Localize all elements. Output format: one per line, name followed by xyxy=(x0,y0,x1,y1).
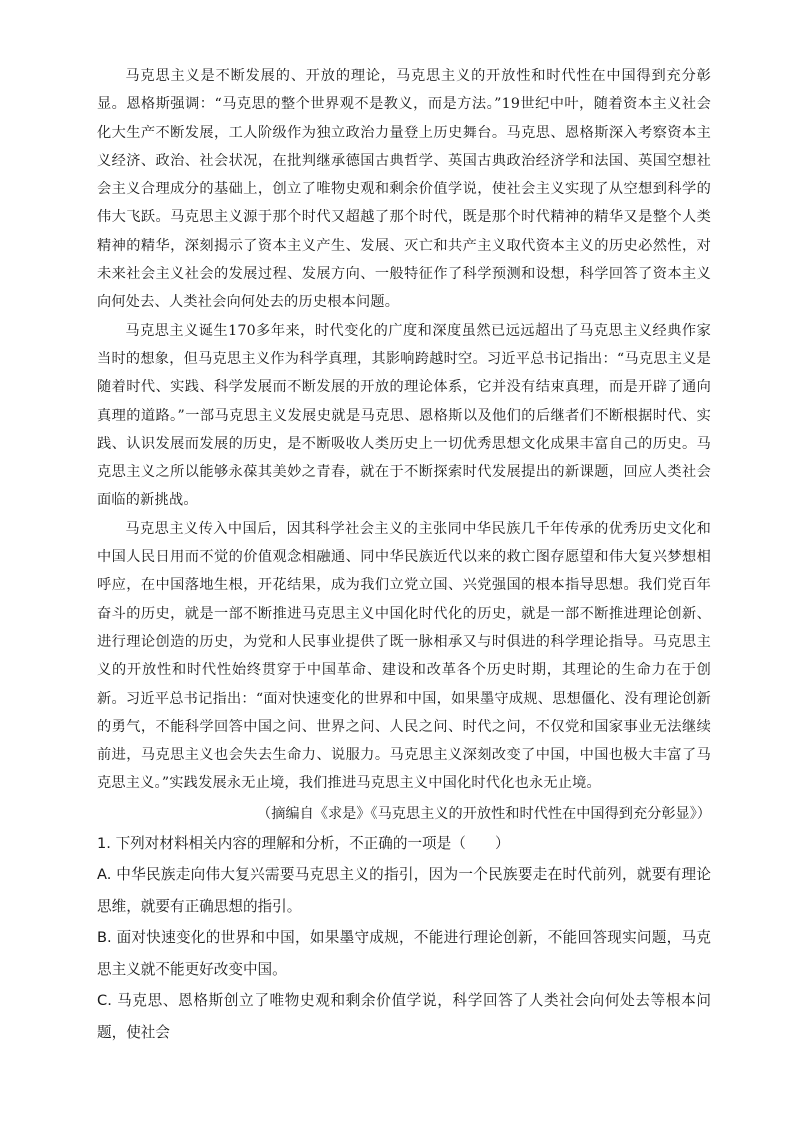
article-paragraph-2: 马克思主义诞生170多年来，时代变化的广度和深度虽然已远远超出了马克思主义经典作家当时的想象，但马克思主义作为科学真理，其影响跨越时空。习近平总书记指出：“马克思主义是随着时代、实践、科学发展而不断发展的开放的理论体系，它并没有结束真理，而是开辟了通向真理的道路。”一部马克思主义发展史就是马克思、恩格斯以及他们的后继者们不断根据时代、实践、认识发展而发展的历史，是不断吸收人类历史上一切优秀思想文化成果丰富自己的历史。马克思主义之所以能够永葆其美妙之青春，就在于不断探索时代发展提出的新课题，回应人类社会面临的新挑战。 xyxy=(97,322,711,509)
option-b: B. 面对快速变化的世界和中国，如果墨守成规，不能进行理论创新，不能回答现实问题，马克思主义就不能更好改变中国。 xyxy=(97,929,711,978)
question-stem: 1. 下列对材料相关内容的理解和分析，不正确的一项是（ ） xyxy=(97,835,510,853)
document-page xyxy=(97,62,711,1048)
article-source: （摘编自《求是》《马克思主义的开放性和时代性在中国得到充分彰显》） xyxy=(257,805,711,822)
option-c: C. 马克思、恩格斯创立了唯物史观和剩余价值学说，科学回答了人类社会向何处去等根本问题，使社会 xyxy=(97,992,711,1041)
option-a: A. 中华民族走向伟大复兴需要马克思主义的指引，因为一个民族要走在时代前列，就要有理论思维，就要有正确思想的指引。 xyxy=(97,866,711,915)
article-paragraph-3: 马克思主义传入中国后，因其科学社会主义的主张同中华民族几千年传承的优秀历史文化和中国人民日用而不觉的价值观念相融通、同中华民族近代以来的救亡图存愿望和伟大复兴梦想相呼应，在中国落地生根，开花结果，成为我们立党立国、兴党强国的根本指导思想。我们党百年奋斗的历史，就是一部不断推进马克思主义中国化时代化的历史，就是一部不断推进理论创新、进行理论创造的历史，为党和人民事业提供了既一脉相承又与时俱进的科学理论指导。马克思主义的开放性和时代性始终贯穿于中国革命、建设和改革各个历史时期，其理论的生命力在于创新。习近平总书记指出：“面对快速变化的世界和中国，如果墨守成规、思想僵化、没有理论创新的勇气，不能科学回答中国之问、世界之问、人民之问、时代之问，不仅党和国家事业无法继续前进，马克思主义也会失去生命力、说服力。马克思主义深刻改变了中国，中国也极大丰富了马克思主义。”实践发展永无止境，我们推进马克思主义中国化时代化也永无止境。 xyxy=(97,520,711,792)
article-paragraph-1: 马克思主义是不断发展的、开放的理论，马克思主义的开放性和时代性在中国得到充分彰显。恩格斯强调：“马克思的整个世界观不是教义，而是方法。”19世纪中叶，随着资本主义社会化大生产不断发展，工人阶级作为独立政治力量登上历史舞台。马克思、恩格斯深入考察资本主义经济、政治、社会状况，在批判继承德国古典哲学、英国古典政治经济学和法国、英国空想社会主义合理成分的基础上，创立了唯物史观和剩余价值学说，使社会主义实现了从空想到科学的伟大飞跃。马克思主义源于那个时代又超越了那个时代，既是那个时代精神的精华又是整个人类精神的精华，深刻揭示了资本主义产生、发展、灭亡和共产主义取代资本主义的历史必然性，对未来社会主义社会的发展过程、发展方向、一般特征作了科学预测和设想，科学回答了资本主义向何处去、人类社会向何处去的历史根本问题。 xyxy=(97,68,711,311)
